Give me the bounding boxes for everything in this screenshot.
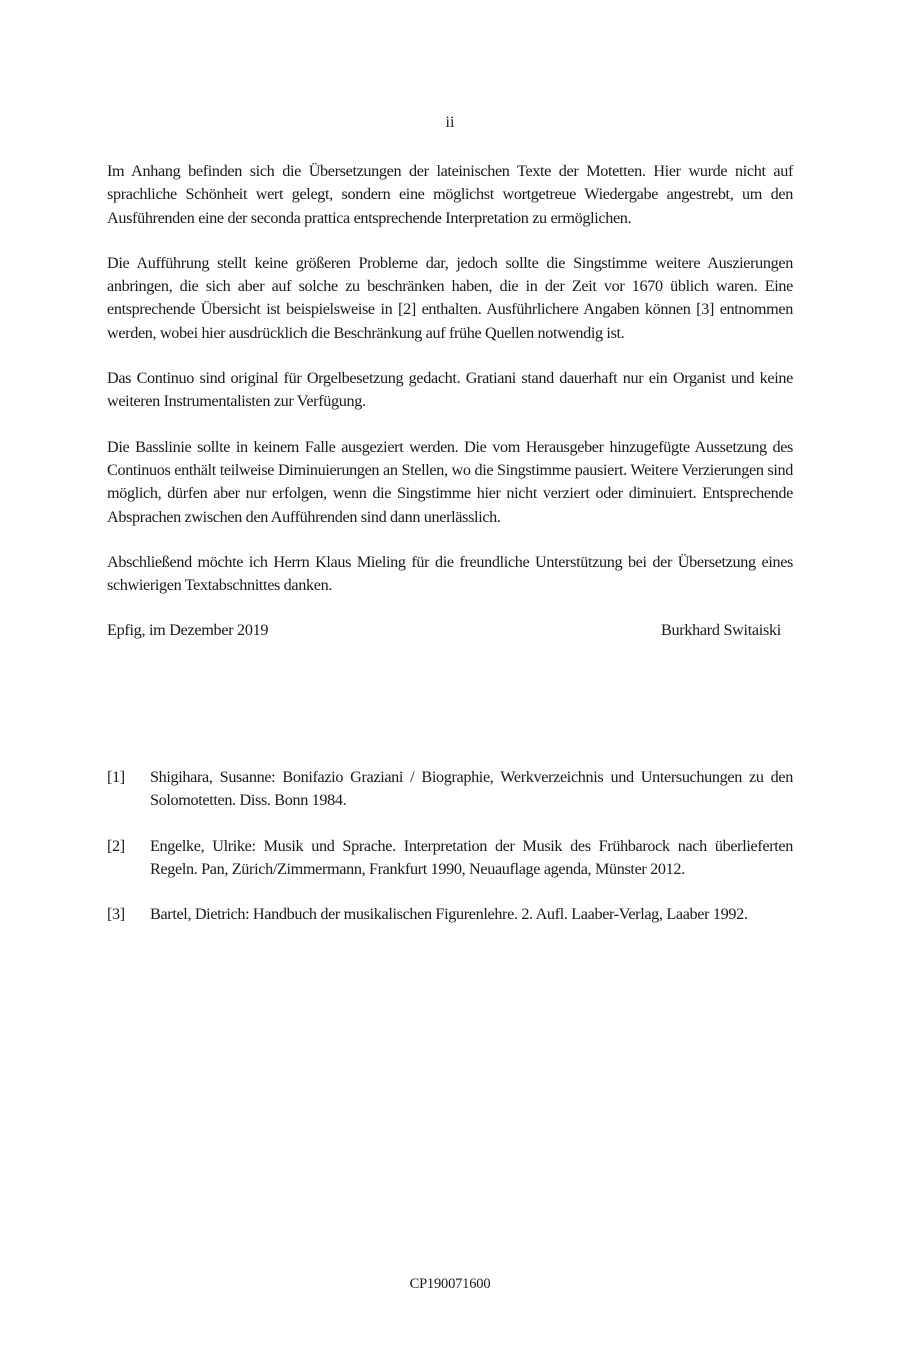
reference-text: Shigihara, Susanne: Bonifazio Graziani / Biographie, Werkverzeichnis und Untersuchungen zu den Solomotetten. Diss. Bonn 1984. xyxy=(150,768,793,810)
reference-number: [3] xyxy=(107,905,125,924)
paragraph-bassline: Die Basslinie sollte in keinem Falle ausgeziert werden. Die vom Herausgeber hinzugefügte Aussetzung des Continuos enthält teilweise Diminuierungen an Stellen, wo die Singstimme pausiert. Weitere Verzierungen sind möglich, dürfen aber nur erfolgen, wenn die Singstimme hier nicht verziert oder diminuiert. Entsprechende Absprachen zwischen den Aufführenden sind dann unerlässlich. xyxy=(107,437,793,526)
reference-list xyxy=(107,766,793,948)
reference-item xyxy=(107,766,793,813)
reference-number: [1] xyxy=(107,768,125,786)
paragraph-performance: Die Aufführung stellt keine größeren Probleme dar, jedoch sollte die Singstimme weitere Auszierungen anbringen, die sich aber auf solche zu beschränken haben, die in der Zeit vor 1670 üblich waren. Eine entsprechende Übersicht ist beispielsweise in [2] enthalten. Ausführlichere Angaben können [3] entnommen werden, wobei hier ausdrücklich die Beschränkung auf frühe Quellen notwendig ist. xyxy=(107,253,793,342)
reference-text: Engelke, Ulrike: Musik und Sprache. Interpretation der Musik des Frühbarock nach überlieferten Regeln. Pan, Zürich/Zimmermann, Frankfurt 1990, Neuauflage agenda, Münster 2012. xyxy=(150,836,793,878)
reference-number: [2] xyxy=(107,836,125,855)
author-name: Burkhard Switaiski xyxy=(660,621,781,640)
signature-row xyxy=(107,619,793,642)
reference-text: Bartel, Dietrich: Handbuch der musikalischen Figurenlehre. 2. Aufl. Laaber-Verlag, Laaber 1992. xyxy=(150,905,748,924)
body-text xyxy=(107,160,793,643)
page-number: ii xyxy=(445,114,455,131)
footer-code: CP190071600 xyxy=(409,1276,491,1292)
reference-item xyxy=(107,835,793,882)
paragraph-acknowledgement: Abschließend möchte ich Herrn Klaus Mieling für die freundliche Unterstützung bei der Übersetzung eines schwierigen Textabschnittes danken. xyxy=(107,552,793,595)
reference-item xyxy=(107,903,793,926)
paragraph-translations: Im Anhang befinden sich die Übersetzungen der lateinischen Texte der Motetten. Hier wurde nicht auf sprachliche Schönheit wert gelegt, sondern eine möglichst wortgetreue Wiedergabe angestrebt, um den Ausführenden eine der seconda prattica entsprechende Interpretation zu ermöglichen. xyxy=(107,162,793,227)
place-date: Epfig, im Dezember 2019 xyxy=(107,621,269,640)
paragraph-continuo: Das Continuo sind original für Orgelbesetzung gedacht. Gratiani stand dauerhaft nur ein Organist und keine weiteren Instrumentalisten zur Verfügung. xyxy=(107,369,793,411)
